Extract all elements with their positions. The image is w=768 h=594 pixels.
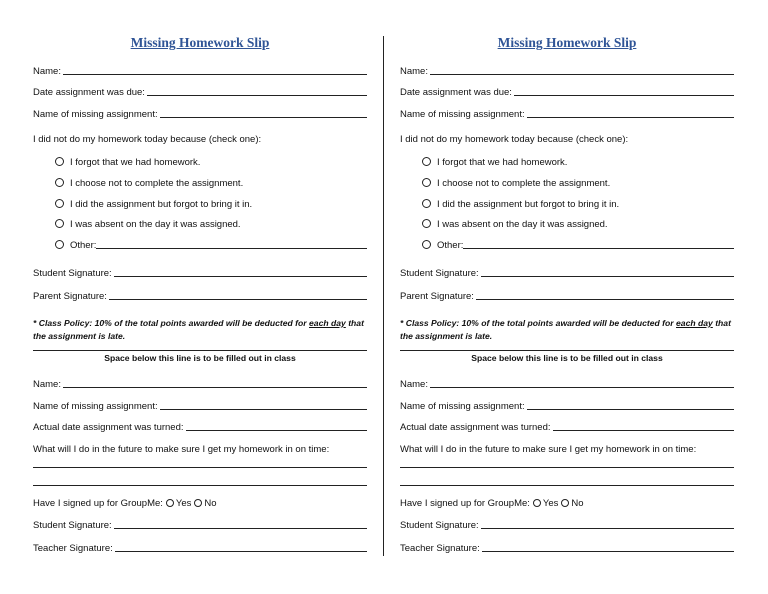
radio-circle-icon[interactable] bbox=[422, 219, 431, 228]
name-label: Name: bbox=[400, 379, 428, 390]
class-policy: * Class Policy: 10% of the total points awarded will be deducted for each day that the assignment is late. bbox=[400, 318, 731, 341]
date-due-label: Date assignment was due: bbox=[33, 87, 145, 98]
groupme-no: No bbox=[571, 497, 584, 509]
option-forgot-bring[interactable] bbox=[422, 196, 734, 210]
future-prompt: What will I do in the future to make sure I get my homework in on time: bbox=[33, 444, 330, 455]
date-due-label: Date assignment was due: bbox=[400, 87, 512, 98]
name-label: Name: bbox=[33, 379, 61, 390]
groupme-question bbox=[400, 496, 734, 510]
actual-date-field[interactable] bbox=[400, 419, 734, 433]
parent-signature-label: Parent Signature: bbox=[400, 291, 474, 302]
actual-date-field[interactable] bbox=[33, 419, 367, 433]
radio-circle-icon[interactable] bbox=[55, 157, 64, 166]
radio-circle-icon[interactable] bbox=[55, 219, 64, 228]
option-label: I did the assignment but forgot to bring it in. bbox=[437, 199, 620, 210]
radio-circle-icon[interactable] bbox=[422, 157, 431, 166]
missing-assignment-label: Name of missing assignment: bbox=[33, 401, 158, 412]
reason-prompt: I did not do my homework today because (check one): bbox=[400, 134, 629, 145]
actual-date-label: Actual date assignment was turned: bbox=[33, 422, 184, 433]
teacher-signature-field[interactable] bbox=[33, 540, 367, 554]
option-forgot[interactable] bbox=[422, 154, 734, 168]
class-section-line bbox=[33, 350, 367, 351]
option-label: I was absent on the day it was assigned. bbox=[437, 219, 608, 230]
teacher-signature-label: Teacher Signature: bbox=[400, 543, 480, 554]
slip-divider bbox=[383, 36, 384, 556]
option-label: I was absent on the day it was assigned. bbox=[70, 219, 241, 230]
future-prompt: What will I do in the future to make sure I get my homework in on time: bbox=[400, 444, 697, 455]
radio-circle-icon[interactable] bbox=[166, 499, 174, 507]
student-signature-field[interactable] bbox=[400, 265, 734, 279]
radio-circle-icon[interactable] bbox=[194, 499, 202, 507]
student-signature-field-2[interactable] bbox=[400, 517, 734, 531]
option-label: I choose not to complete the assignment. bbox=[70, 178, 244, 189]
parent-signature-label: Parent Signature: bbox=[33, 291, 107, 302]
missing-assignment-label: Name of missing assignment: bbox=[400, 109, 525, 120]
parent-signature-field[interactable] bbox=[400, 288, 734, 302]
student-signature-field-2[interactable] bbox=[33, 517, 367, 531]
teacher-signature-field[interactable] bbox=[400, 540, 734, 554]
option-label: I choose not to complete the assignment. bbox=[437, 178, 611, 189]
option-label: I forgot that we had homework. bbox=[437, 157, 568, 168]
option-label: I forgot that we had homework. bbox=[70, 157, 201, 168]
radio-circle-icon[interactable] bbox=[561, 499, 569, 507]
option-forgot-bring[interactable] bbox=[55, 196, 367, 210]
missing-assignment-label: Name of missing assignment: bbox=[33, 109, 158, 120]
slip-title: Missing Homework Slip bbox=[130, 35, 270, 50]
date-due-field[interactable] bbox=[33, 84, 367, 98]
option-label: Other: bbox=[437, 240, 464, 251]
radio-circle-icon[interactable] bbox=[55, 199, 64, 208]
missing-assignment-field[interactable] bbox=[33, 106, 367, 120]
option-chose-not[interactable] bbox=[55, 175, 367, 189]
student-signature-field[interactable] bbox=[33, 265, 367, 279]
student-signature-label: Student Signature: bbox=[400, 268, 479, 279]
groupme-question bbox=[33, 496, 367, 510]
future-answer-line-1[interactable] bbox=[33, 467, 367, 468]
future-answer-line-2[interactable] bbox=[33, 485, 367, 486]
class-section-note: Space below this line is to be filled out in class bbox=[471, 353, 663, 363]
radio-circle-icon[interactable] bbox=[422, 199, 431, 208]
radio-circle-icon[interactable] bbox=[55, 178, 64, 187]
groupme-yes: Yes bbox=[175, 497, 192, 509]
groupme-no: No bbox=[204, 497, 217, 509]
actual-date-label: Actual date assignment was turned: bbox=[400, 422, 551, 433]
student-signature-label: Student Signature: bbox=[400, 520, 479, 531]
parent-signature-field[interactable] bbox=[33, 288, 367, 302]
radio-circle-icon[interactable] bbox=[422, 240, 431, 249]
missing-assignment-label: Name of missing assignment: bbox=[400, 401, 525, 412]
option-absent[interactable] bbox=[422, 216, 734, 230]
name-field-2[interactable] bbox=[400, 376, 734, 390]
option-chose-not[interactable] bbox=[422, 175, 734, 189]
teacher-signature-label: Teacher Signature: bbox=[33, 543, 113, 554]
groupme-yes: Yes bbox=[542, 497, 559, 509]
homework-slip-left bbox=[33, 0, 367, 594]
name-label: Name: bbox=[33, 66, 61, 77]
radio-circle-icon[interactable] bbox=[422, 178, 431, 187]
future-answer-line-1[interactable] bbox=[400, 467, 734, 468]
option-other[interactable] bbox=[55, 237, 367, 251]
homework-slip-right bbox=[400, 0, 734, 594]
missing-assignment-field[interactable] bbox=[400, 106, 734, 120]
groupme-label: Have I signed up for GroupMe: bbox=[400, 497, 530, 509]
slip-title: Missing Homework Slip bbox=[497, 35, 637, 50]
class-section-line bbox=[400, 350, 734, 351]
class-policy: * Class Policy: 10% of the total points awarded will be deducted for each day that the assignment is late. bbox=[33, 318, 364, 341]
name-field[interactable] bbox=[33, 63, 367, 77]
option-label: I did the assignment but forgot to bring it in. bbox=[70, 199, 253, 210]
class-section-note: Space below this line is to be filled out in class bbox=[104, 353, 296, 363]
radio-circle-icon[interactable] bbox=[533, 499, 541, 507]
missing-assignment-field-2[interactable] bbox=[33, 398, 367, 412]
missing-assignment-field-2[interactable] bbox=[400, 398, 734, 412]
option-forgot[interactable] bbox=[55, 154, 367, 168]
name-field[interactable] bbox=[400, 63, 734, 77]
groupme-label: Have I signed up for GroupMe: bbox=[33, 497, 163, 509]
date-due-field[interactable] bbox=[400, 84, 734, 98]
student-signature-label: Student Signature: bbox=[33, 268, 112, 279]
radio-circle-icon[interactable] bbox=[55, 240, 64, 249]
option-absent[interactable] bbox=[55, 216, 367, 230]
option-label: Other: bbox=[70, 240, 97, 251]
name-field-2[interactable] bbox=[33, 376, 367, 390]
name-label: Name: bbox=[400, 66, 428, 77]
future-answer-line-2[interactable] bbox=[400, 485, 734, 486]
reason-prompt: I did not do my homework today because (check one): bbox=[33, 134, 262, 145]
option-other[interactable] bbox=[422, 237, 734, 251]
student-signature-label: Student Signature: bbox=[33, 520, 112, 531]
